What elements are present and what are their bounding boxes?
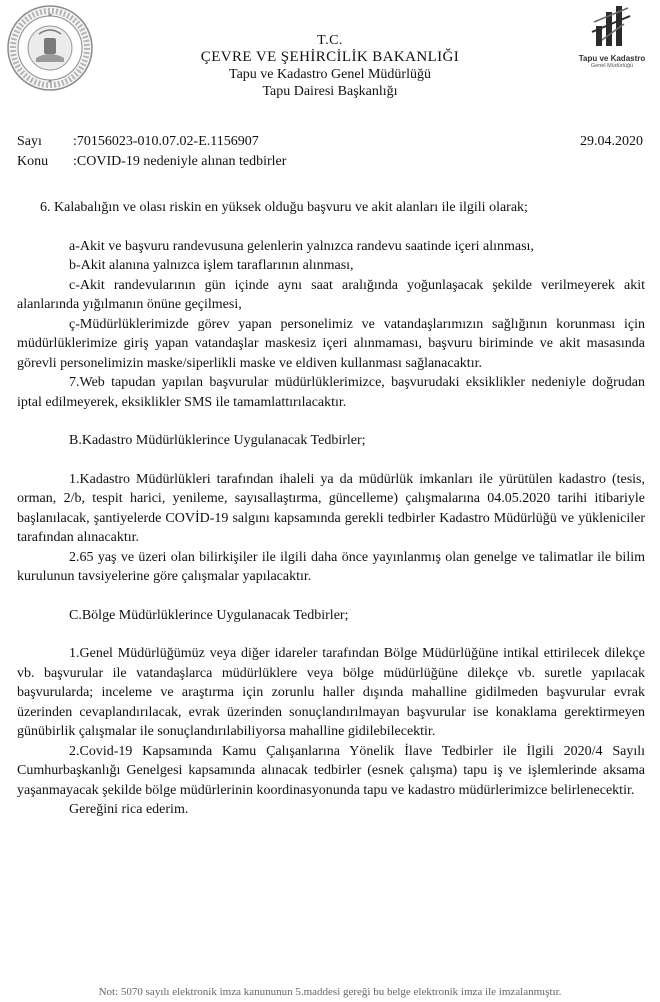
item-7: 7.Web tapudan yapılan başvurular müdürlüklerimizce, başvurudaki eksiklikler nedeniyle doğrudan iptal edilmeyerek, eksiklikler SMS ile tamamlattırılacaktır. bbox=[17, 375, 645, 410]
item-6b: b-Akit alanına yalnızca işlem taraflarının alınması, bbox=[69, 258, 354, 273]
sayi-row bbox=[17, 133, 643, 151]
letterhead-tc: T.C. bbox=[317, 33, 343, 48]
section-b-item-1: 1.Kadastro Müdürlükleri tarafından ihaleli ya da müdürlük imkanları ile yürütülen kadastro (tesis, orman, 2/b, tespit harici, yenileme, sayısallaştırma, güncelleme) çalışmalarına 04.05.2020 tarihi itibariyle başlanılacak, şantiyelerde COVİD-19 salgını kapsamında gerekli tedbirler Kadastro Müdürlüğü ve yükleniciler tarafından alınacaktır. bbox=[17, 471, 645, 545]
section-c-heading: C.Bölge Müdürlüklerince Uygulanacak Tedbirler; bbox=[69, 607, 349, 623]
item-6: 6. Kalabalığın ve olası riskin en yüksek olduğu başvuru ve akit alanları ile ilgili olarak; bbox=[40, 200, 528, 215]
closing-line: Gereğini rica ederim. bbox=[69, 802, 189, 817]
document-body bbox=[17, 198, 645, 820]
document-date: 29.04.2020 bbox=[580, 134, 643, 149]
e-signature-footnote: Not: 5070 sayılı elektronik imza kanununun 5.maddesi gereği bu belge elektronik imza ile imzalanmıştır. bbox=[98, 986, 562, 998]
letterhead-directorate: Tapu ve Kadastro Genel Müdürlüğü bbox=[229, 67, 431, 82]
sayi-value: :70156023-010.07.02-E.1156907 bbox=[73, 134, 259, 149]
item-6a: a-Akit ve başvuru randevusuna gelenlerin yalnızca randevu saatinde içeri alınması, bbox=[69, 238, 534, 254]
item-6c: c-Akit randevularının gün içinde aynı saat aralığında yoğunlaşacak şekilde verilmeyerek akit alanlarında yığılmanın önüne geçilmesi, bbox=[17, 277, 645, 312]
section-b-item-2: 2.65 yaş ve üzeri olan bilirkişiler ile ilgili daha önce yayınlanmış olan genelge ve talimatlar ile bilim kurulunun tavsiyelerine göre çalışmalar yapılacaktır. bbox=[17, 549, 645, 584]
konu-value: :COVID-19 nedeniyle alınan tedbirler bbox=[73, 154, 287, 169]
letterhead-ministry: ÇEVRE VE ŞEHİRCİLİK BAKANLIĞI bbox=[200, 49, 460, 65]
sayi-label: Sayı bbox=[17, 134, 42, 149]
letterhead-department: Tapu Dairesi Başkanlığı bbox=[262, 84, 398, 99]
logo-subtitle: Genel Müdürlüğü bbox=[590, 63, 634, 69]
letterhead bbox=[130, 32, 530, 101]
tapu-kadastro-logo-icon bbox=[566, 2, 658, 78]
item-6cc: ç-Müdürlüklerimizde görev yapan personelimiz ve vatandaşlarımızın sağlığının korunması için müdürlüklerimize giriş yapan vatandaşlar maskesiz içeri alınmaması, başvuru biriminde ve akit masasında görevli personelimizin maske/siperlikli maske ve eldiven kullanması sağlanacaktır. bbox=[17, 316, 645, 371]
section-b-heading: B.Kadastro Müdürlüklerince Uygulanacak Tedbirler; bbox=[69, 433, 366, 448]
section-c-item-2: 2.Covid-19 Kapsamında Kamu Çalışanlarına Yönelik İlave Tedbirler ile İlgili 2020/4 Sayılı Cumhurbaşkanlığı Genelgesi kapsamında alınacak tedbirler (esnek çalışma) tapu iş ve işlemlerinde aksama yaşanmayacak şekilde bölge müdürlerinin koordinasyonunda tapu ve kadastro müdürlerimizce belirlenecektir. bbox=[17, 743, 645, 798]
konu-label: Konu bbox=[17, 154, 49, 169]
section-c-item-1: 1.Genel Müdürlüğümüz veya diğer idareler tarafından Bölge Müdürlüğüne intikal ettirilecek dilekçe vb. başvurular ile vatandaşlarca müdürlüklere veya bölge müdürlüğüne dilekçe vb. suretle yapılacak başvurularda; inceleme ve araştırma için zorunlu haller dışında mahalline gidilmeden başvurular evrak üzerinden cevaplandırılacak, evrak üzerinden sonuçlandırılmayan başvurular ise konaklama gerektirmeyen günübirlik çalışmalar ile sonuçlandırılabiliyorsa mahalline gidilebilecektir. bbox=[17, 646, 645, 739]
logo-title: Tapu ve Kadastro bbox=[578, 54, 646, 63]
ministry-seal-icon bbox=[6, 4, 94, 92]
konu-row bbox=[17, 153, 643, 171]
